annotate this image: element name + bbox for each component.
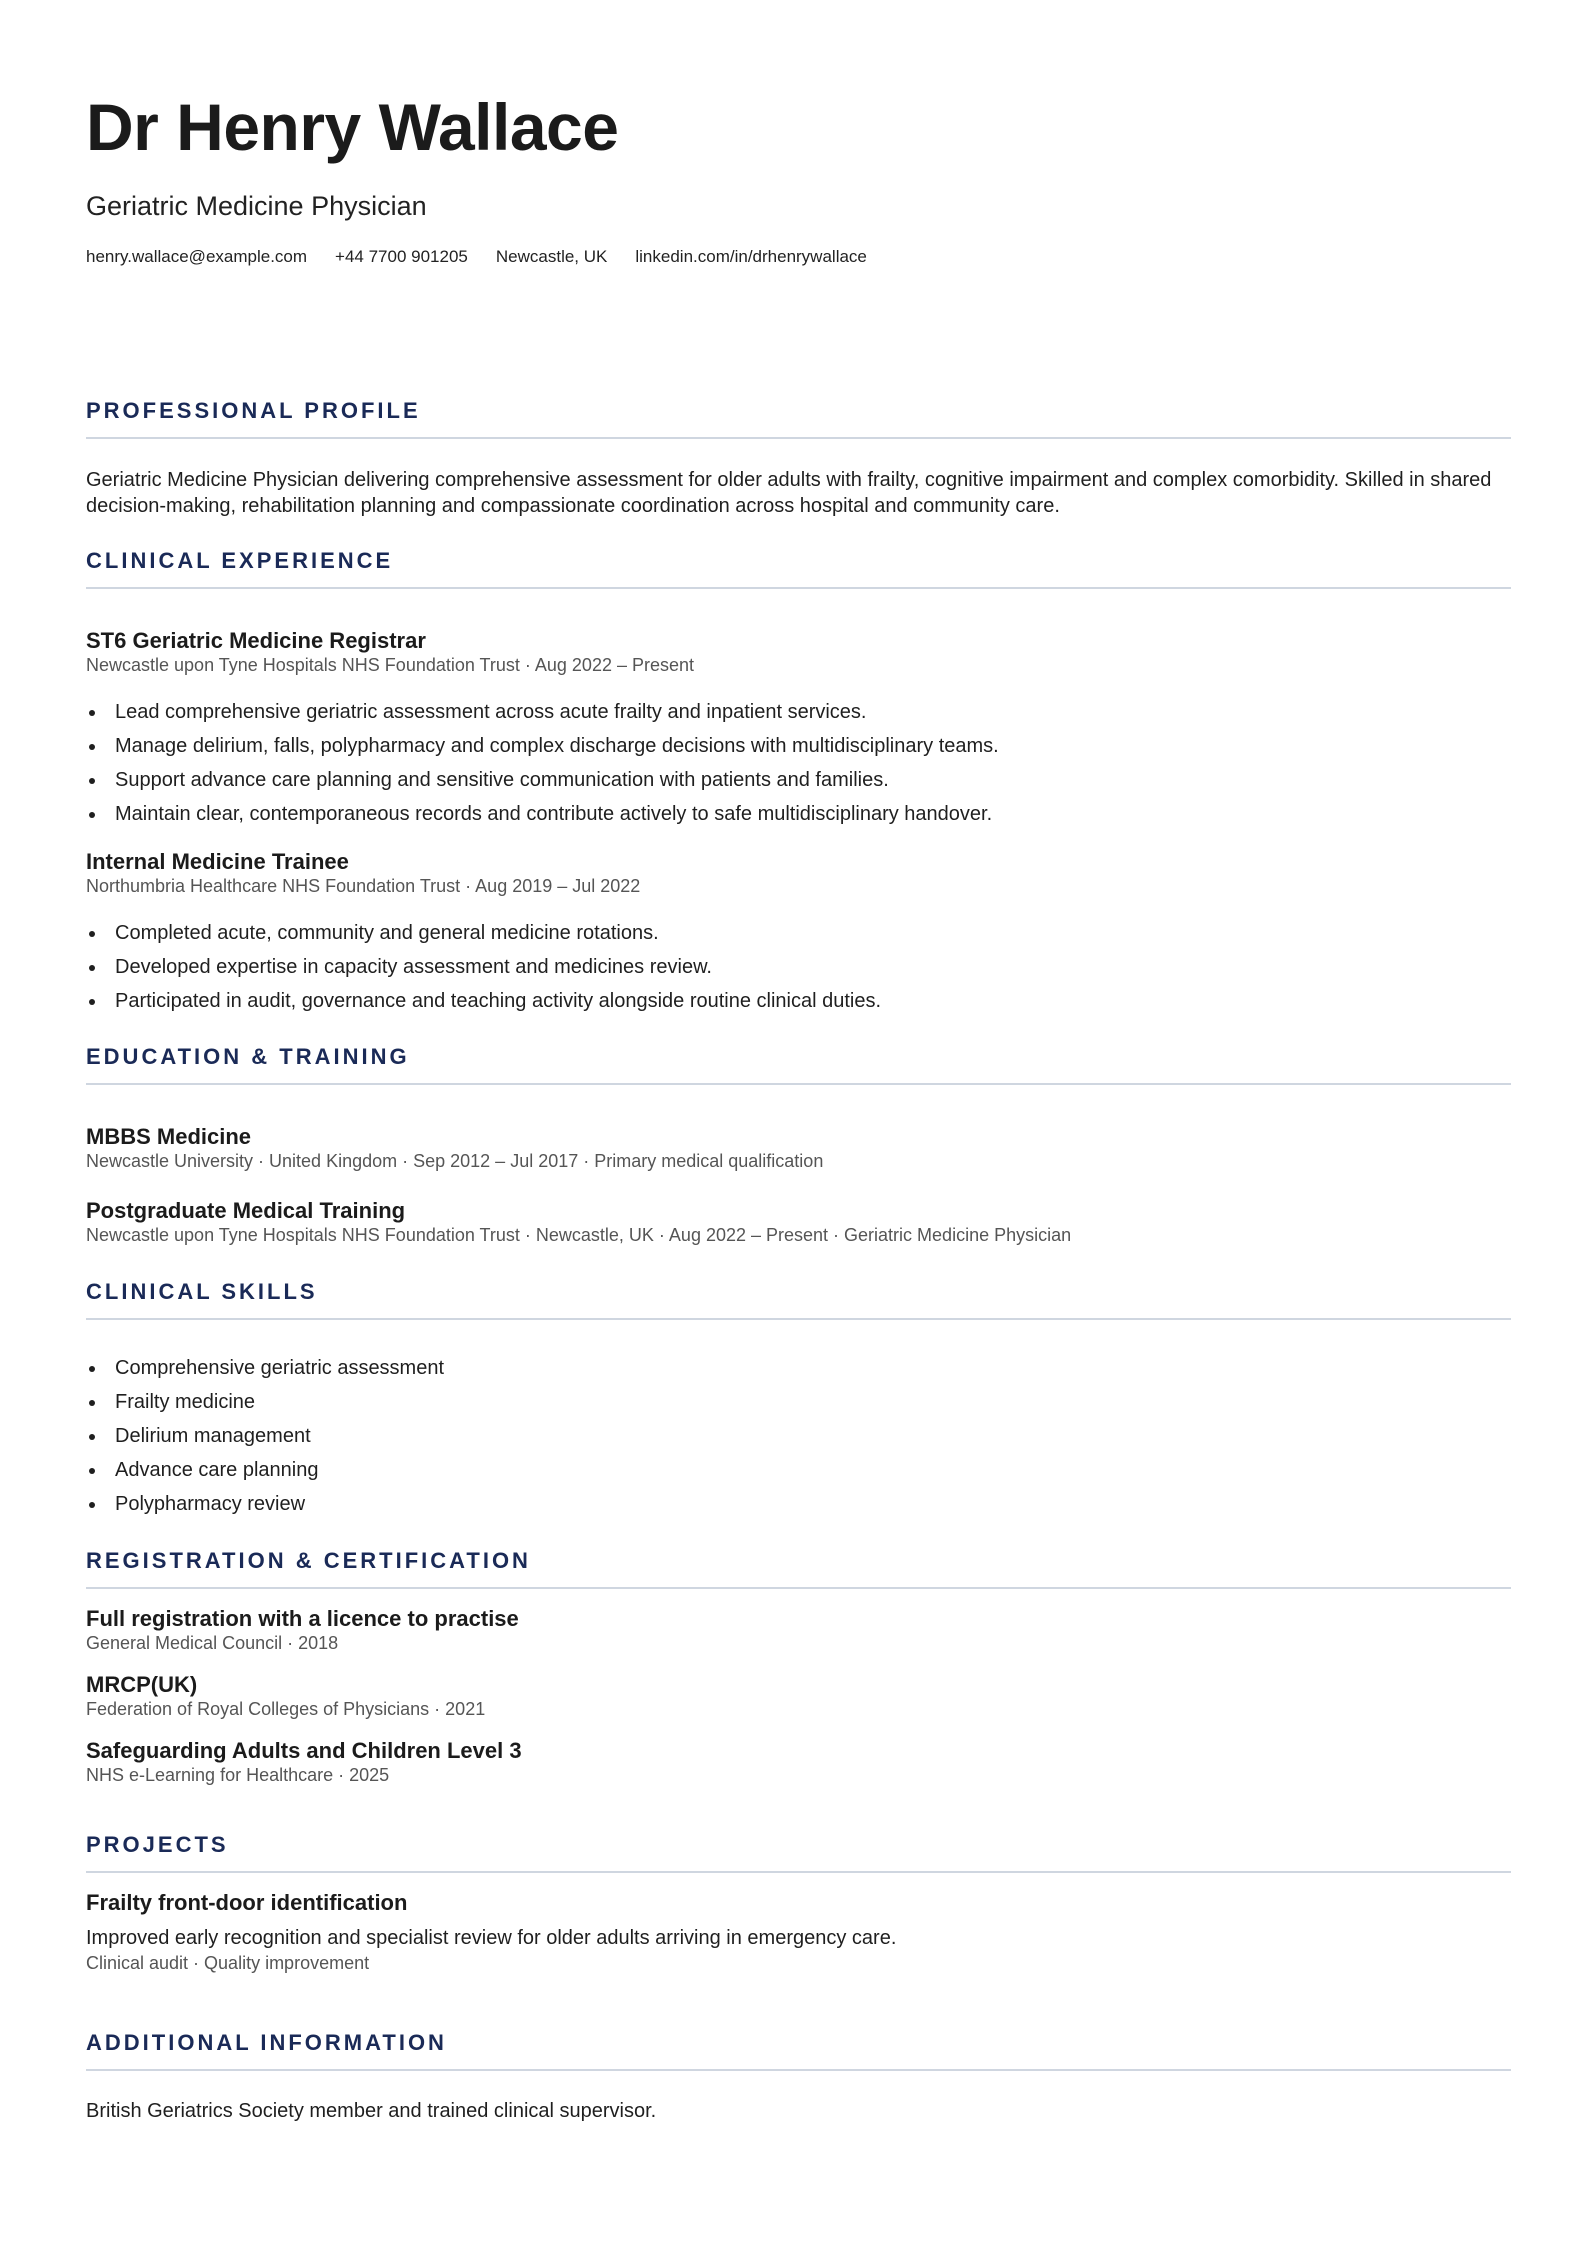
section-heading-projects: PROJECTS [86, 1832, 229, 1857]
certification-title: MRCP(UK) [86, 1672, 198, 1697]
job-title: ST6 Geriatric Medicine Registrar [86, 628, 426, 653]
list-item: Participated in audit, governance and teaching activity alongside routine clinical duties. [86, 984, 881, 1018]
section-divider [86, 1318, 1511, 1320]
list-item: Maintain clear, contemporaneous records and contribute actively to safe multidisciplinary handover. [86, 797, 999, 831]
certification-meta: Federation of Royal Colleges of Physicians · 2021 [86, 1699, 486, 1719]
contact-phone[interactable]: +44 7700 901205 [335, 247, 468, 266]
section-divider [86, 2069, 1511, 2071]
list-item: Comprehensive geriatric assessment [86, 1351, 444, 1385]
contact-linkedin[interactable]: linkedin.com/in/drhenrywallace [635, 247, 867, 266]
section-heading-education: EDUCATION & TRAINING [86, 1044, 410, 1069]
education-title: MBBS Medicine [86, 1124, 252, 1149]
section-heading-experience: CLINICAL EXPERIENCE [86, 548, 394, 573]
section-divider [86, 1083, 1511, 1085]
skills-list [86, 1351, 444, 1521]
list-item: Delirium management [86, 1419, 444, 1453]
section-divider [86, 437, 1511, 439]
job-title: Internal Medicine Trainee [86, 849, 349, 874]
list-item: Manage delirium, falls, polypharmacy and complex discharge decisions with multidisciplinary teams. [86, 729, 999, 763]
education-meta: Newcastle upon Tyne Hospitals NHS Foundation Trust · Newcastle, UK · Aug 2022 – Present · Geriatric Medicine Physician [86, 1225, 1072, 1245]
additional-info: British Geriatrics Society member and trained clinical supervisor. [86, 2100, 657, 2122]
list-item: Support advance care planning and sensitive communication with patients and families. [86, 763, 999, 797]
certification-title: Full registration with a licence to practise [86, 1606, 519, 1631]
section-divider [86, 1871, 1511, 1873]
profile-summary: Geriatric Medicine Physician delivering comprehensive assessment for older adults with frailty, cognitive impairment and complex comorbidity. Skilled in shared decision-making, rehabilitation planning and compassionate coordination across hospital and community care. [86, 469, 1492, 518]
list-item: Completed acute, community and general medicine rotations. [86, 916, 881, 950]
list-item: Polypharmacy review [86, 1487, 444, 1521]
section-heading-registration: REGISTRATION & CERTIFICATION [86, 1548, 531, 1573]
candidate-title: Geriatric Medicine Physician [86, 191, 427, 221]
list-item: Frailty medicine [86, 1385, 444, 1419]
list-item: Advance care planning [86, 1453, 444, 1487]
certification-meta: NHS e-Learning for Healthcare · 2025 [86, 1765, 390, 1785]
candidate-name: Dr Henry Wallace [86, 90, 619, 164]
job-bullets [86, 916, 881, 1018]
job-bullets [86, 695, 999, 831]
contact-location: Newcastle, UK [495, 247, 608, 266]
certification-title: Safeguarding Adults and Children Level 3 [86, 1738, 522, 1763]
job-meta: Newcastle upon Tyne Hospitals NHS Foundation Trust · Aug 2022 – Present [86, 655, 695, 675]
project-meta: Clinical audit · Quality improvement [86, 1953, 370, 1973]
list-item: Developed expertise in capacity assessment and medicines review. [86, 950, 881, 984]
education-meta: Newcastle University · United Kingdom · Sep 2012 – Jul 2017 · Primary medical qualification [86, 1151, 824, 1171]
section-heading-profile: PROFESSIONAL PROFILE [86, 398, 421, 423]
certification-meta: General Medical Council · 2018 [86, 1633, 339, 1653]
section-divider [86, 1587, 1511, 1589]
project-title: Frailty front-door identification [86, 1890, 408, 1915]
section-heading-skills: CLINICAL SKILLS [86, 1279, 318, 1304]
list-item: Lead comprehensive geriatric assessment across acute frailty and inpatient services. [86, 695, 999, 729]
section-heading-additional: ADDITIONAL INFORMATION [86, 2030, 447, 2055]
section-divider [86, 587, 1511, 589]
job-meta: Northumbria Healthcare NHS Foundation Trust · Aug 2019 – Jul 2022 [86, 876, 641, 896]
contact-email[interactable]: henry.wallace@example.com [86, 247, 308, 266]
contact-line [86, 247, 867, 267]
education-title: Postgraduate Medical Training [86, 1198, 406, 1223]
project-description: Improved early recognition and specialist review for older adults arriving in emergency care. [86, 1927, 897, 1949]
